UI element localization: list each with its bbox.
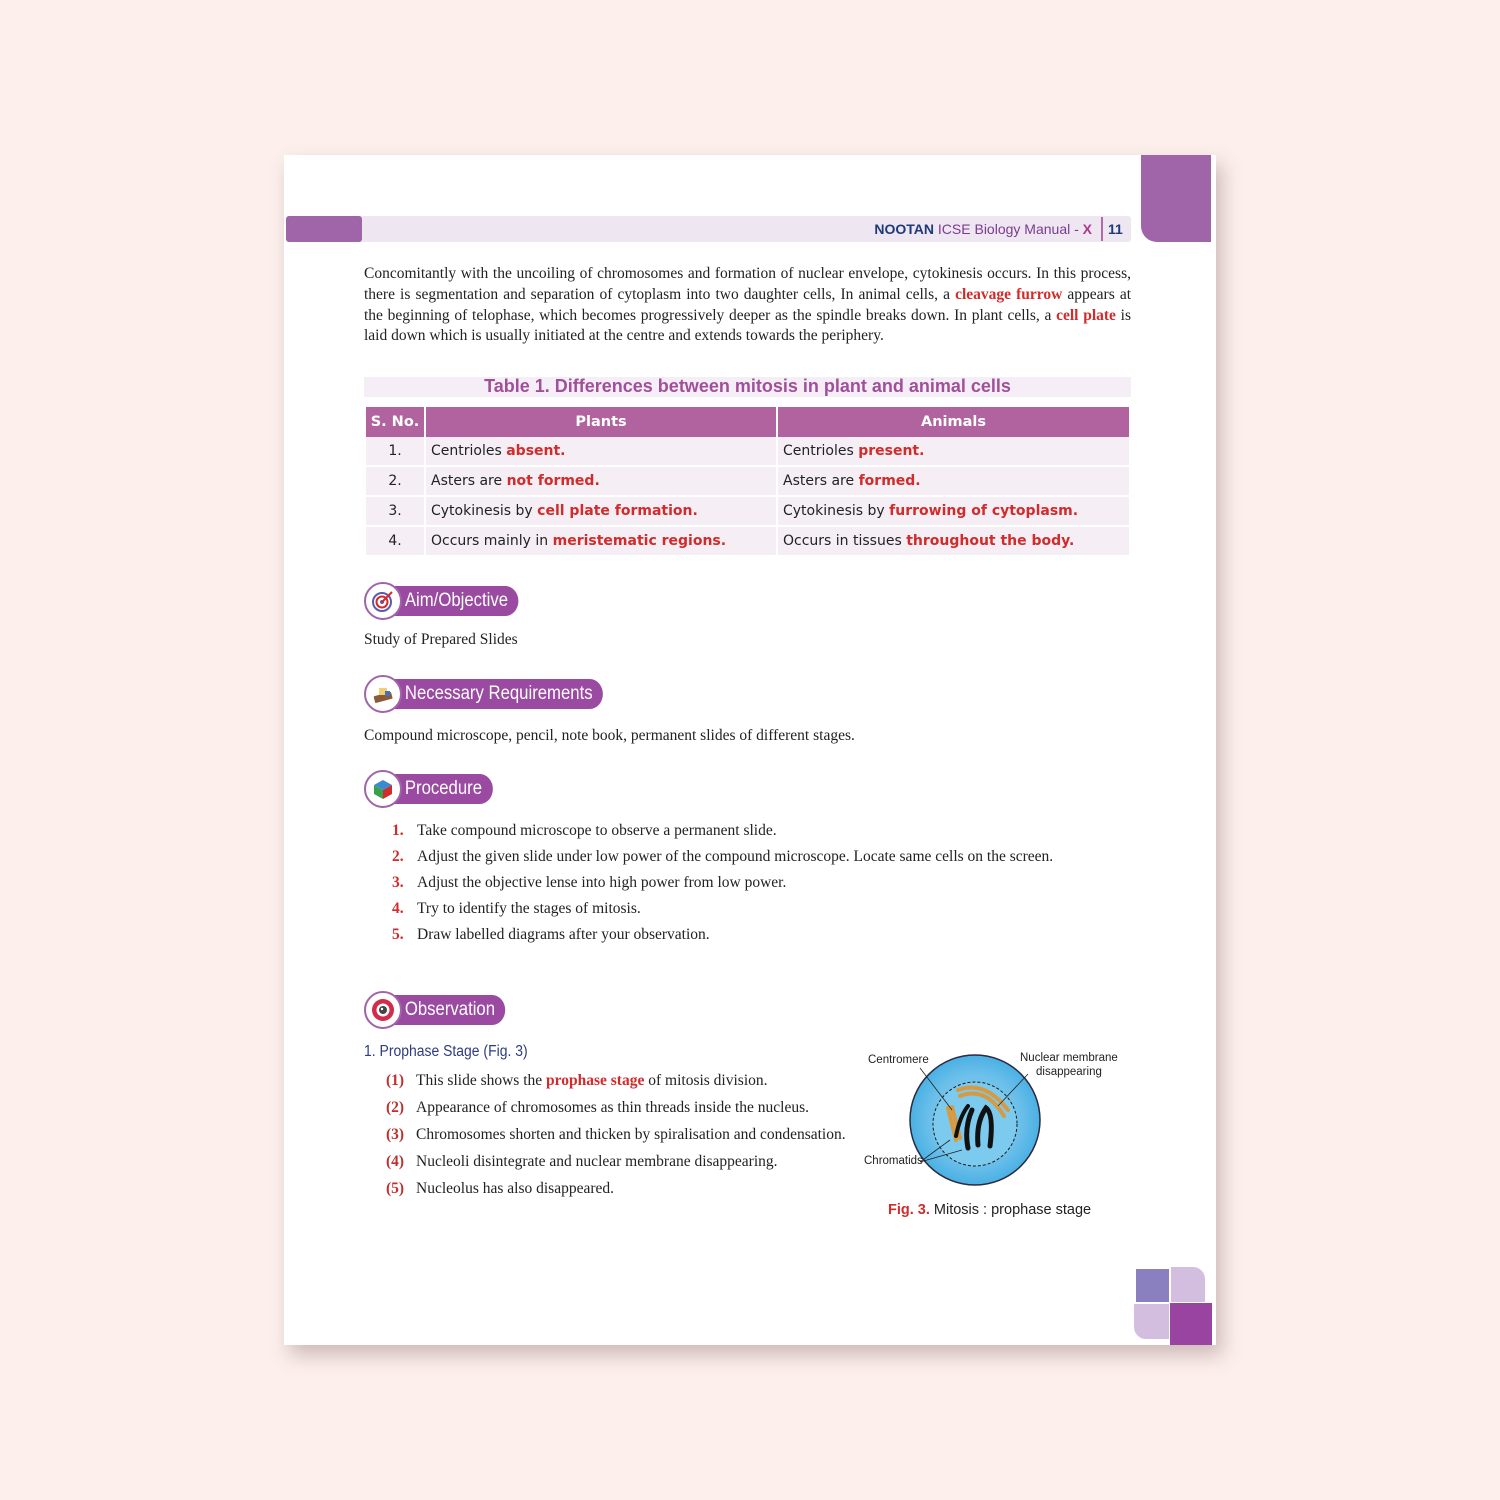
section-label-observation: Observation — [382, 995, 506, 1025]
intro-highlight-cleavage-furrow: cleavage furrow — [955, 285, 1063, 303]
procedure-step: 1. Take compound microscope to observe a permanent slide. — [392, 822, 777, 839]
label-centromere: Centromere — [868, 1054, 929, 1066]
observation-list — [386, 1070, 854, 1205]
cell-animals: Centrioles present. — [778, 437, 1129, 467]
table-row — [366, 467, 1129, 497]
intro-text-3: is laid down which is usually initiated at the centre and extends towards the periphery. — [364, 306, 1131, 345]
header-divider — [1101, 217, 1103, 241]
differences-table — [364, 407, 1131, 557]
cell-plants: Occurs mainly in meristematic regions. — [426, 527, 776, 557]
observation-item: (4) Nucleoli disintegrate and nuclear membrane disappearing. — [386, 1153, 778, 1170]
table-row — [366, 437, 1129, 467]
table-title: Table 1. Differences between mitosis in plant and animal cells — [484, 376, 1011, 396]
target-icon — [364, 582, 402, 620]
decor-square-lilac-top — [1171, 1267, 1205, 1302]
observation-item: (1) This slide shows the prophase stage of mitosis division. — [386, 1072, 768, 1089]
col-header-plants: Plants — [426, 407, 776, 437]
decor-square-lilac-bottom — [1134, 1304, 1169, 1339]
section-heading-aim — [364, 583, 537, 619]
section-heading-observation — [364, 992, 522, 1028]
table-header-row — [366, 407, 1129, 437]
procedure-step: 2. Adjust the given slide under low power of the compound microscope. Locate same cells on the screen. — [392, 848, 1054, 865]
table-row — [366, 527, 1129, 557]
header-title: ICSE Biology Manual - — [934, 221, 1083, 237]
header-left-block — [286, 216, 362, 242]
cell-animals: Asters are formed. — [778, 467, 1129, 497]
document-page — [284, 155, 1216, 1345]
intro-text-2: appears at the beginning of telophase, which becomes progressively deeper as the spindle breaks down. In plant cells, a — [364, 285, 1132, 324]
col-header-sno: S. No. — [366, 407, 424, 437]
label-chromatids: Chromatids — [864, 1155, 923, 1167]
cell-sno: 4. — [366, 527, 424, 557]
label-nuclear-membrane: Nuclear membrane — [1020, 1052, 1118, 1064]
section-heading-procedure — [364, 771, 508, 807]
section-label-aim: Aim/Objective — [382, 586, 519, 616]
cell-sno: 1. — [366, 437, 424, 467]
procedure-list — [392, 820, 1132, 950]
lab-equipment-icon — [364, 675, 402, 713]
table-row — [366, 497, 1129, 527]
label-disappearing: disappearing — [1036, 1066, 1102, 1078]
prophase-figure — [860, 1050, 1130, 1225]
section-label-procedure: Procedure — [382, 774, 493, 804]
page-number: 11 — [1108, 221, 1123, 237]
col-header-animals: Animals — [778, 407, 1129, 437]
cell-sno: 3. — [366, 497, 424, 527]
header-brand: NOOTAN — [874, 221, 935, 237]
cell-plants: Asters are not formed. — [426, 467, 776, 497]
cell-sno: 2. — [366, 467, 424, 497]
procedure-step: 3. Adjust the objective lense into high power from low power. — [392, 874, 787, 891]
intro-highlight-cell-plate: cell plate — [1056, 306, 1116, 324]
figure-caption-text: Mitosis : prophase stage — [933, 1202, 1092, 1218]
section-heading-requirements — [364, 676, 633, 712]
section-label-requirements: Necessary Requirements — [382, 679, 603, 709]
observation-item: (2) Appearance of chromosomes as thin threads inside the nucleus. — [386, 1099, 809, 1116]
observation-subheading: 1. Prophase Stage (Fig. 3) — [364, 1043, 528, 1060]
intro-text-1: Concomitantly with the uncoiling of chromosomes and formation of nuclear envelope, cytokinesis occurs. In this process, there is segmentation and separation of cytoplasm into two daughter cells, In animal cells, a — [364, 265, 1131, 303]
header-grade: X — [1082, 221, 1092, 237]
observation-item: (5) Nucleolus has also disappeared. — [386, 1180, 614, 1197]
decor-square-blue — [1136, 1269, 1169, 1302]
figure-number: Fig. 3. — [888, 1202, 930, 1218]
observation-item: (3) Chromosomes shorten and thicken by spiralisation and condensation. — [386, 1126, 846, 1143]
figure-caption — [888, 1202, 1091, 1218]
running-header — [874, 221, 1092, 237]
cell-animals: Cytokinesis by furrowing of cytoplasm. — [778, 497, 1129, 527]
decor-square-purple — [1170, 1303, 1212, 1345]
cell-plants: Cytokinesis by cell plate formation. — [426, 497, 776, 527]
corner-tab-decoration — [1141, 155, 1211, 242]
procedure-step: 4. Try to identify the stages of mitosis. — [392, 900, 641, 917]
highlight-prophase-stage: prophase stage — [546, 1072, 645, 1089]
cube-icon — [364, 770, 402, 808]
requirements-text: Compound microscope, pencil, note book, permanent slides of different stages. — [364, 727, 855, 744]
procedure-step: 5. Draw labelled diagrams after your observation. — [392, 926, 710, 943]
cell-animals: Occurs in tissues throughout the body. — [778, 527, 1129, 557]
eye-lens-icon — [364, 991, 402, 1029]
intro-paragraph — [364, 264, 1131, 347]
cell-plants: Centrioles absent. — [426, 437, 776, 467]
aim-text: Study of Prepared Slides — [364, 631, 518, 648]
